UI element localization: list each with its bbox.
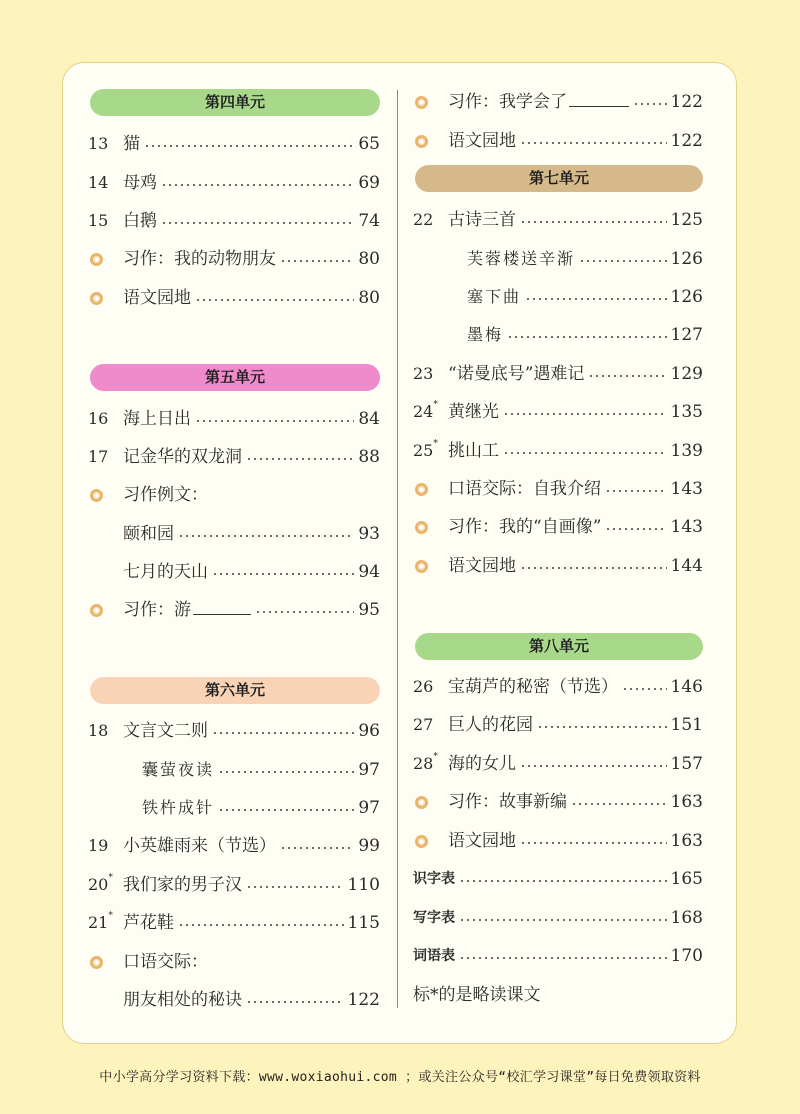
toc-entry[interactable] — [413, 284, 703, 310]
leader-dots — [459, 916, 667, 924]
circle-bullet-icon — [413, 135, 448, 148]
leader-dots — [605, 525, 666, 533]
column-divider — [397, 90, 398, 1008]
note-text: 标*的是略读课文 — [413, 985, 541, 1005]
page-number: 143 — [670, 517, 703, 537]
unit-6-banner: 第六单元 — [90, 677, 380, 704]
toc-entry[interactable] — [88, 559, 380, 585]
lesson-title: 宝葫芦的秘密（节选） — [448, 677, 618, 697]
leader-dots — [161, 181, 354, 189]
page-number: 126 — [670, 287, 703, 307]
leader-dots — [178, 921, 344, 929]
page-number: 127 — [670, 325, 703, 345]
page-number: 65 — [358, 134, 380, 154]
page-number: 146 — [670, 677, 703, 697]
leader-dots — [525, 295, 667, 303]
page-number: 115 — [347, 913, 380, 933]
lesson-title: 我们家的男子汉 — [123, 875, 242, 895]
leader-dots — [588, 372, 666, 380]
toc-entry[interactable] — [88, 406, 380, 432]
toc-entry[interactable] — [413, 553, 703, 579]
entry-title: 语文园地 — [448, 131, 516, 151]
toc-entry[interactable] — [88, 910, 380, 936]
toc-entry[interactable] — [413, 905, 703, 931]
page-number: 96 — [358, 721, 380, 741]
page-number: 157 — [670, 754, 703, 774]
toc-entry[interactable] — [413, 712, 703, 738]
circle-bullet-icon — [413, 96, 448, 109]
page-number: 135 — [670, 402, 703, 422]
appendix-title: 写字表 — [413, 910, 455, 926]
leader-dots — [520, 218, 667, 226]
leader-dots — [520, 564, 667, 572]
entry-title: 习作：我的动物朋友 — [123, 249, 276, 269]
page-number: 143 — [670, 479, 703, 499]
page-number: 84 — [358, 409, 380, 429]
entry-title: 囊萤夜读 — [142, 760, 215, 779]
toc-entry[interactable] — [88, 285, 380, 311]
toc-entry[interactable] — [88, 597, 380, 623]
toc-entry[interactable] — [413, 866, 703, 892]
lesson-title: “诺曼底号”遇难记 — [448, 364, 585, 384]
circle-bullet-icon — [413, 483, 448, 496]
toc-entry[interactable] — [413, 789, 703, 815]
entry-title: 语文园地 — [448, 556, 516, 576]
entry-title: 习作：游 — [123, 597, 251, 623]
unit-4-banner: 第四单元 — [90, 89, 380, 116]
toc-entry[interactable] — [88, 872, 380, 898]
page-number: 129 — [670, 364, 703, 384]
page-number: 99 — [358, 836, 380, 856]
lesson-number: 22 — [413, 210, 434, 229]
lesson-number: 21* — [88, 911, 113, 932]
toc-entry[interactable] — [88, 521, 380, 547]
lesson-number: 14 — [88, 173, 109, 192]
lesson-number: 16 — [88, 409, 109, 428]
lesson-number: 19 — [88, 836, 109, 855]
lesson-title: 挑山工 — [448, 441, 499, 461]
toc-entry[interactable] — [413, 207, 703, 233]
page-number: 80 — [358, 288, 380, 308]
lesson-number: 23 — [413, 364, 434, 383]
lesson-title: 芦花鞋 — [123, 913, 174, 933]
page-number: 95 — [358, 600, 380, 620]
lesson-number: 27 — [413, 715, 434, 734]
lesson-number: 13 — [88, 134, 109, 153]
toc-entry[interactable] — [413, 674, 703, 700]
lesson-number: 15 — [88, 211, 109, 230]
entry-title: 习作：我的“自画像” — [448, 517, 602, 537]
leader-dots — [212, 729, 354, 737]
leader-dots — [503, 410, 667, 418]
entry-title: 塞下曲 — [467, 287, 522, 306]
lesson-number: 28* — [413, 752, 438, 773]
leader-dots — [246, 455, 354, 463]
unit-7-banner: 第七单元 — [415, 165, 703, 192]
toc-entry[interactable] — [88, 131, 380, 157]
entry-title: 铁杵成针 — [142, 798, 215, 817]
leader-dots — [280, 844, 354, 852]
toc-entry[interactable] — [413, 128, 703, 154]
entry-title: 习作例文： — [123, 485, 208, 505]
leader-dots — [280, 257, 354, 265]
page-number: 97 — [358, 798, 380, 818]
lesson-title: 母鸡 — [123, 173, 157, 193]
circle-bullet-icon — [413, 796, 448, 809]
page-number: 93 — [358, 524, 380, 544]
entry-title: 芙蓉楼送辛渐 — [467, 249, 576, 268]
leader-dots — [161, 219, 354, 227]
leader-dots — [459, 877, 667, 885]
skim-star: * — [108, 873, 113, 883]
lesson-title: 巨人的花园 — [448, 715, 533, 735]
entry-title: 语文园地 — [123, 288, 191, 308]
lesson-title: 文言文二则 — [123, 721, 208, 741]
page-number: 163 — [670, 792, 703, 812]
skim-star: * — [433, 400, 438, 410]
leader-dots — [212, 570, 354, 578]
page-number: 139 — [670, 441, 703, 461]
skim-star: * — [433, 752, 438, 762]
page-number: 125 — [670, 210, 703, 230]
leader-dots — [178, 532, 354, 540]
lesson-title: 海的女儿 — [448, 754, 516, 774]
toc-entry[interactable] — [413, 246, 703, 272]
lesson-number: 17 — [88, 447, 109, 466]
lesson-title: 记金华的双龙洞 — [123, 447, 242, 467]
page-number: 168 — [670, 908, 703, 928]
circle-bullet-icon — [413, 521, 448, 534]
leader-dots — [195, 296, 354, 304]
leader-dots — [520, 839, 667, 847]
skim-star: * — [433, 439, 438, 449]
entry-title: 语文园地 — [448, 831, 516, 851]
page-number: 80 — [358, 249, 380, 269]
unit-8-banner: 第八单元 — [415, 633, 703, 660]
page-number: 69 — [358, 173, 380, 193]
entry-title: 七月的天山 — [123, 562, 208, 582]
leader-dots — [144, 142, 354, 150]
page-number: 170 — [670, 946, 703, 966]
toc-entry[interactable] — [88, 208, 380, 234]
page-number: 94 — [358, 562, 380, 582]
page-number: 110 — [347, 875, 380, 895]
page-number: 165 — [670, 869, 703, 889]
toc-entry[interactable] — [88, 170, 380, 196]
leader-dots — [520, 762, 667, 770]
entry-title: 习作：故事新编 — [448, 792, 567, 812]
circle-bullet-icon — [413, 560, 448, 573]
toc-entry[interactable] — [88, 833, 380, 859]
unit-5-banner: 第五单元 — [90, 364, 380, 391]
toc-entry[interactable] — [413, 361, 703, 387]
fill-in-blank — [569, 90, 629, 107]
footer-ad: 中小学高分学习资料下载：www.woxiaohui.com ；或关注公众号“校汇学习课堂”每日免费领取资料 — [99, 1070, 701, 1085]
page-number: 163 — [670, 831, 703, 851]
page-number: 74 — [358, 211, 380, 231]
toc-entry[interactable] — [88, 987, 380, 1013]
entry-title: 颐和园 — [123, 524, 174, 544]
toc-entry[interactable] — [413, 514, 703, 540]
fill-in-blank — [193, 598, 251, 615]
leader-dots — [520, 139, 667, 147]
page-number: 97 — [358, 760, 380, 780]
entry-title: 墨梅 — [467, 325, 504, 344]
leader-dots — [507, 333, 667, 341]
lesson-title: 海上日出 — [123, 409, 191, 429]
toc-entry — [88, 949, 380, 975]
page-number: 88 — [358, 447, 380, 467]
toc-entry[interactable] — [413, 476, 703, 502]
leader-dots — [633, 100, 667, 108]
page-number: 144 — [670, 556, 703, 576]
skim-note — [413, 982, 703, 1008]
page-number: 126 — [670, 249, 703, 269]
toc-entry[interactable] — [88, 444, 380, 470]
circle-bullet-icon — [88, 292, 123, 305]
toc-entry[interactable] — [413, 943, 703, 969]
leader-dots — [218, 806, 354, 814]
skim-star: * — [108, 911, 113, 921]
circle-bullet-icon — [88, 604, 123, 617]
lesson-number: 26 — [413, 677, 434, 696]
leader-dots — [503, 449, 667, 457]
entry-title: 习作：我学会了 — [448, 89, 629, 115]
leader-dots — [459, 954, 667, 962]
appendix-title: 识字表 — [413, 871, 455, 887]
circle-bullet-icon — [88, 956, 123, 969]
page-number: 151 — [670, 715, 703, 735]
leader-dots — [537, 723, 667, 731]
leader-dots — [622, 685, 667, 693]
toc-entry — [88, 482, 380, 508]
lesson-title: 小英雄雨来（节选） — [123, 836, 276, 856]
lesson-title: 古诗三首 — [448, 210, 516, 230]
toc-entry[interactable] — [88, 718, 380, 744]
toc-entry[interactable] — [88, 795, 380, 821]
lesson-title: 猫 — [123, 134, 140, 154]
lesson-number: 25* — [413, 439, 438, 460]
entry-title: 口语交际：自我介绍 — [448, 479, 601, 499]
toc-entry[interactable] — [88, 246, 380, 272]
lesson-number: 24* — [413, 400, 438, 421]
leader-dots — [246, 998, 344, 1006]
toc-entry[interactable] — [413, 751, 703, 777]
leader-dots — [218, 768, 354, 776]
leader-dots — [579, 257, 667, 265]
circle-bullet-icon — [413, 835, 448, 848]
leader-dots — [255, 608, 354, 616]
page-number: 122 — [347, 990, 380, 1010]
leader-dots — [605, 487, 667, 495]
circle-bullet-icon — [88, 253, 123, 266]
lesson-number: 20* — [88, 873, 113, 894]
entry-title: 口语交际： — [123, 952, 208, 972]
entry-title: 朋友相处的秘诀 — [123, 990, 242, 1010]
leader-dots — [246, 883, 344, 891]
page-number: 122 — [670, 131, 703, 151]
toc-entry[interactable] — [88, 757, 380, 783]
toc-entry[interactable] — [413, 828, 703, 854]
circle-bullet-icon — [88, 489, 123, 502]
toc-entry[interactable] — [413, 89, 703, 115]
leader-dots — [195, 417, 354, 425]
toc-entry[interactable] — [413, 438, 703, 464]
leader-dots — [571, 800, 667, 808]
appendix-title: 词语表 — [413, 948, 455, 964]
lesson-number: 18 — [88, 721, 109, 740]
toc-entry[interactable] — [413, 322, 703, 348]
page-number: 122 — [670, 92, 703, 112]
lesson-title: 白鹅 — [123, 211, 157, 231]
toc-entry[interactable] — [413, 399, 703, 425]
lesson-title: 黄继光 — [448, 402, 499, 422]
